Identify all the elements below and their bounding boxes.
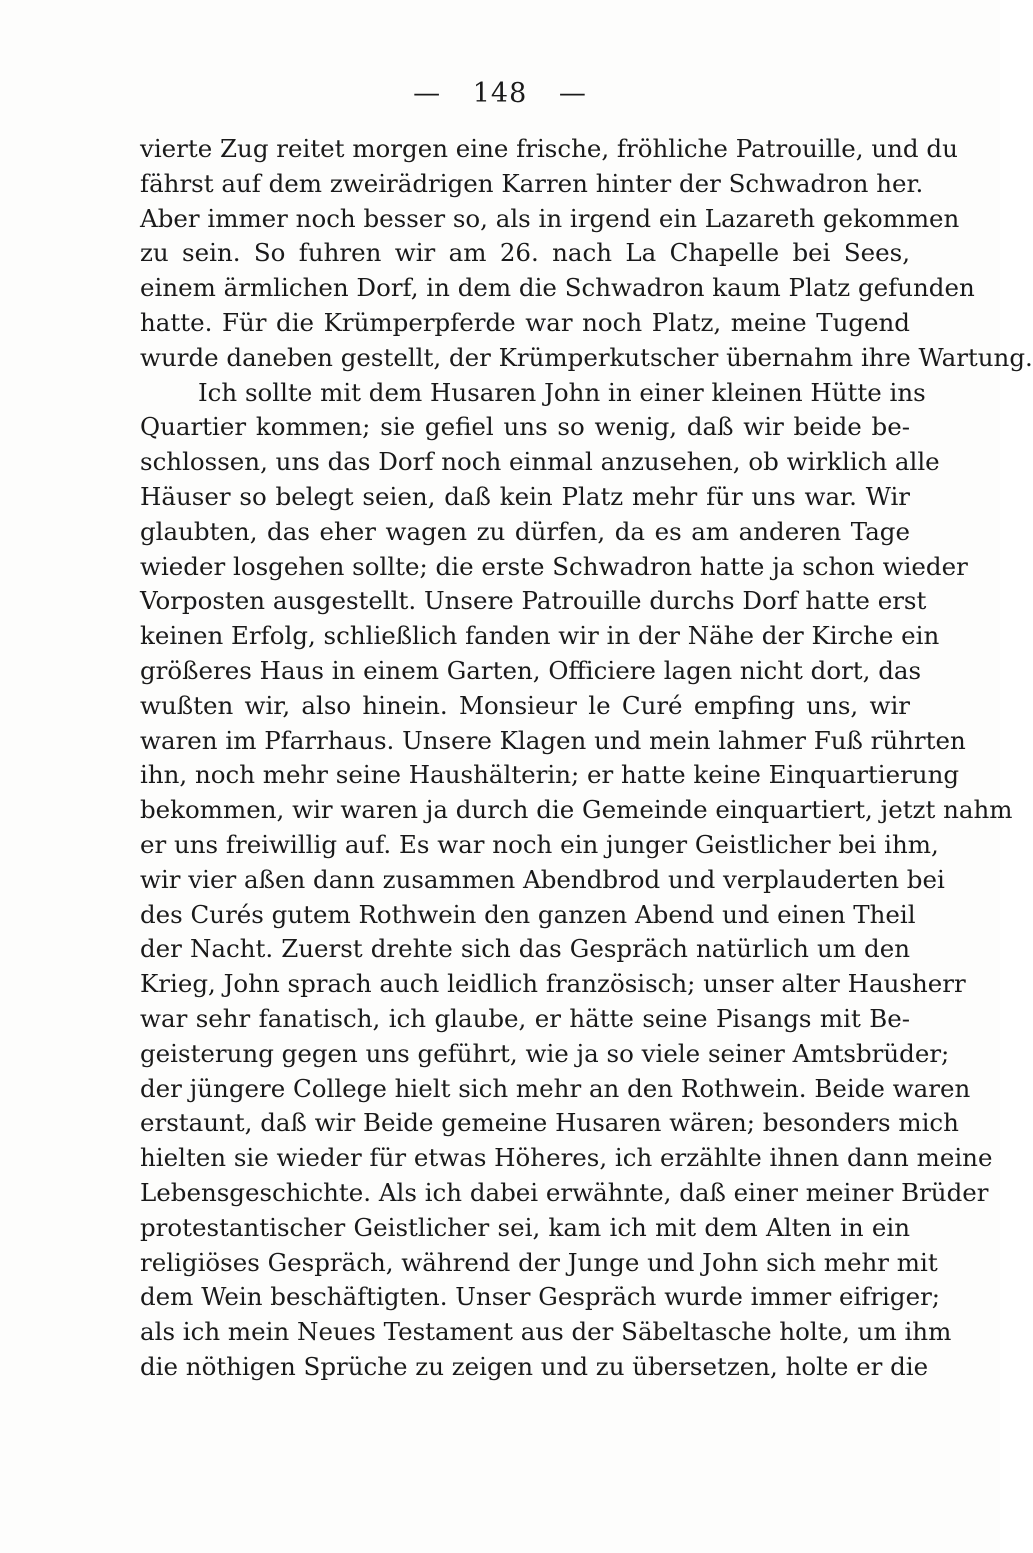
text-line: der jüngere College hielt sich mehr an den Rothwein. Beide waren xyxy=(140,1073,971,1103)
text-line: einem ärmlichen Dorf, in dem die Schwadron kaum Platz gefunden xyxy=(140,273,975,303)
text-line: hielten sie wieder für etwas Höheres, ich erzählte ihnen dann meine xyxy=(140,1143,993,1173)
text-line: fährst auf dem zweirädrigen Karren hinter der Schwadron her. xyxy=(140,168,924,198)
paragraph-2 xyxy=(140,376,1013,1385)
text-line: Lebensgeschichte. Als ich dabei erwähnte, daß einer meiner Brüder xyxy=(140,1177,989,1207)
text-line: er uns freiwillig auf. Es war noch ein junger Geistlicher bei ihm, xyxy=(140,829,939,859)
text-line: keinen Erfolg, schließlich fanden wir in der Nähe der Kirche ein xyxy=(140,621,940,651)
text-line: Vorposten ausgestellt. Unsere Patrouille durchs Dorf hatte erst xyxy=(140,586,927,616)
text-line: ihn, noch mehr seine Haushälterin; er hatte keine Einquartierung xyxy=(140,760,960,790)
text-line: zu sein. So fuhren wir am 26. nach La Chapelle bei Sees, xyxy=(140,238,910,268)
text-line: geisterung gegen uns geführt, wie ja so viele seiner Amtsbrüder; xyxy=(140,1038,950,1068)
text-line: protestantischer Geistlicher sei, kam ich mit dem Alten in ein xyxy=(140,1212,910,1242)
paragraph-1 xyxy=(140,132,1033,376)
text-line: Quartier kommen; sie gefiel uns so wenig, daß wir beide be- xyxy=(140,412,910,442)
text-line: waren im Pfarrhaus. Unsere Klagen und mein lahmer Fuß rührten xyxy=(140,725,966,755)
text-line: schlossen, uns das Dorf noch einmal anzusehen, ob wirklich alle xyxy=(140,447,940,477)
text-line: die nöthigen Sprüche zu zeigen und zu übersetzen, holte er die xyxy=(140,1351,929,1381)
text-line: Häuser so belegt seien, daß kein Platz mehr für uns war. Wir xyxy=(140,481,910,511)
text-line: war sehr fanatisch, ich glaube, er hätte seine Pisangs mit Be- xyxy=(140,1003,910,1033)
text-line: Krieg, John sprach auch leidlich französisch; unser alter Hausherr xyxy=(140,969,966,999)
text-line: hatte. Für die Krümperpferde war noch Platz, meine Tugend xyxy=(140,307,910,337)
text-line: dem Wein beschäftigten. Unser Gespräch wurde immer eifriger; xyxy=(140,1282,941,1312)
text-line: des Curés gutem Rothwein den ganzen Abend und einen Theil xyxy=(140,899,916,929)
text-line: größeres Haus in einem Garten, Officiere lagen nicht dort, das xyxy=(140,655,922,685)
page-number: 148 xyxy=(472,78,528,109)
text-line: der Nacht. Zuerst drehte sich das Gespräch natürlich um den xyxy=(140,934,910,964)
text-line: vierte Zug reitet morgen eine frische, fröhliche Patrouille, und du xyxy=(140,134,958,163)
text-line: als ich mein Neues Testament aus der Säbeltasche holte, um ihm xyxy=(140,1317,952,1347)
page-header xyxy=(0,74,1000,114)
text-line: religiöses Gespräch, während der Junge und John sich mehr mit xyxy=(140,1247,938,1277)
header-dash-right: — xyxy=(558,78,587,109)
text-line: glaubten, das eher wagen zu dürfen, da es am anderen Tage xyxy=(140,516,910,546)
text-line: Aber immer noch besser so, als in irgend ein Lazareth gekommen xyxy=(140,203,960,233)
header-dash-left: — xyxy=(413,78,442,109)
body-text xyxy=(140,132,1033,1385)
text-line: Ich sollte mit dem Husaren John in einer kleinen Hütte ins xyxy=(198,377,926,407)
text-line: wußten wir, also hinein. Monsieur le Curé empfing uns, wir xyxy=(140,690,910,720)
text-line: wurde daneben gestellt, der Krümperkutscher übernahm ihre Wartung. xyxy=(140,342,1033,372)
text-line: wieder losgehen sollte; die erste Schwadron hatte ja schon wieder xyxy=(140,551,968,581)
text-line: bekommen, wir waren ja durch die Gemeinde einquartiert, jetzt nahm xyxy=(140,795,1013,825)
text-line: erstaunt, daß wir Beide gemeine Husaren wären; besonders mich xyxy=(140,1108,959,1138)
text-line: wir vier aßen dann zusammen Abendbrod und verplauderten bei xyxy=(140,864,945,894)
